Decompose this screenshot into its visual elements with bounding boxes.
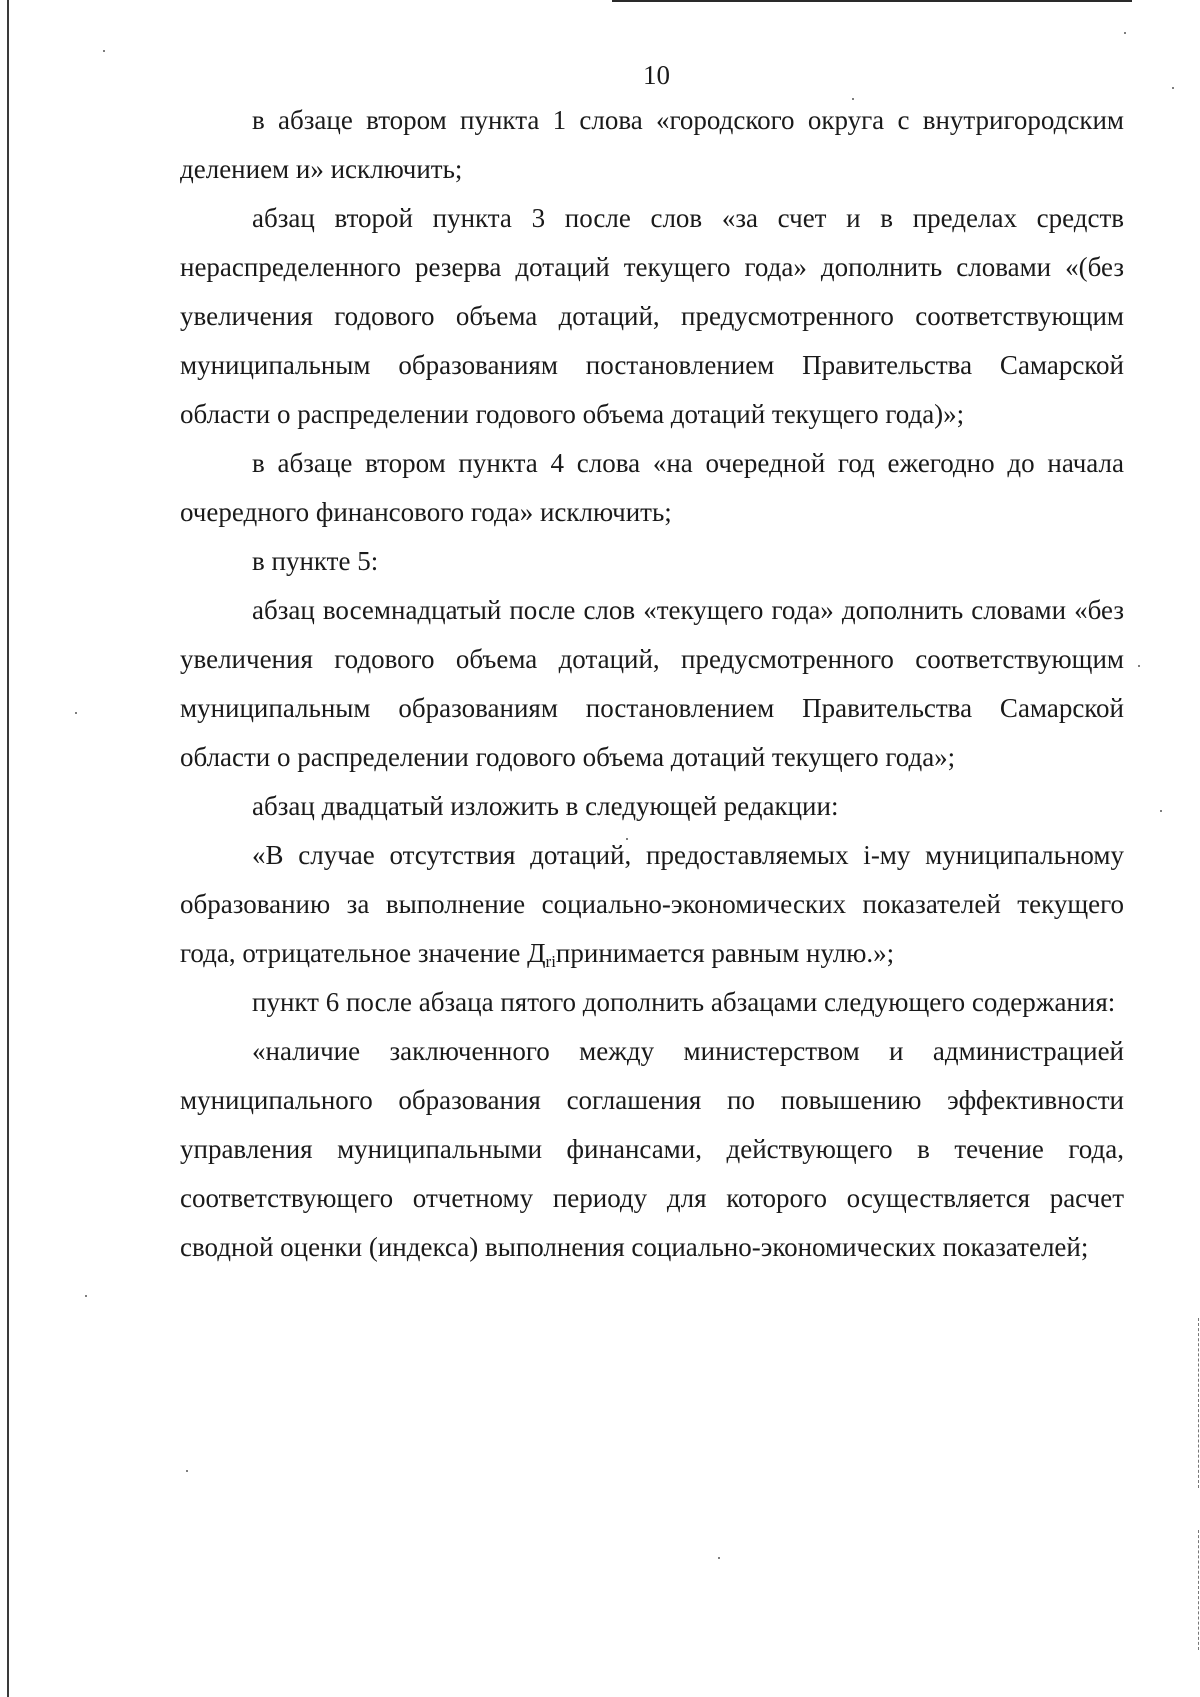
paragraph-text: «В случае отсутствия дотаций, предоставляемых i-му муниципальному образованию за выполнение социально-экономических показателей текущего года, отрицательное значение (180, 840, 1124, 968)
document-body (180, 96, 1124, 1272)
paragraph-text: принимается равным нулю.»; (555, 938, 895, 968)
paragraph: пункт 6 после абзаца пятого дополнить абзацами следующего содержания: (252, 987, 1116, 1017)
paragraph: в абзаце втором пункта 1 слова «городского округа с внутригородским делением и» исключить; (180, 105, 1124, 184)
page-number: 10 (643, 60, 670, 90)
paragraph: абзац двадцатый изложить в следующей редакции: (252, 791, 839, 821)
scan-top-edge (612, 0, 1132, 2)
paragraph: в абзаце втором пункта 4 слова «на очередной год ежегодно до начала очередного финансового года» исключить; (180, 448, 1124, 527)
scan-speck (1160, 810, 1162, 812)
paragraph: абзац второй пункта 3 после слов «за счет и в пределах средств нераспределенного резерва дотаций текущего года» дополнить словами «(без увеличения годового объема дотаций, предусмотренного соответствующим муниципальным образованиям постановлением Правительства Самарской области о распределении годового объема дотаций текущего года)»; (180, 203, 1124, 429)
scan-speck (1138, 665, 1140, 667)
paragraph: «наличие заключенного между министерством и администрацией муниципального образования соглашения по повышению эффективности управления муниципальными финансами, действующего в течение года, соответствующего отчетному периоду для которого осуществляется расчет сводной оценки (индекса) выполнения социально-экономических показателей; (180, 1036, 1124, 1262)
scan-speck (186, 1470, 188, 1472)
scan-speck (1124, 32, 1126, 34)
scan-speck (75, 712, 77, 714)
formula-symbol: Д (527, 938, 546, 968)
scan-speck (85, 1295, 87, 1297)
paragraph-with-formula (180, 831, 1124, 978)
paragraph: абзац восемнадцатый после слов «текущего года» дополнить словами «без увеличения годового объема дотаций, предусмотренного соответствующим муниципальным образованиям постановлением Правительства Самарской области о распределении годового объема дотаций текущего года»; (180, 595, 1124, 772)
scan-left-edge (7, 0, 9, 1697)
paragraph: в пункте 5: (252, 546, 379, 576)
formula-subscript: ri (545, 952, 556, 971)
scan-speck (718, 1557, 720, 1559)
scan-speck (103, 50, 105, 52)
